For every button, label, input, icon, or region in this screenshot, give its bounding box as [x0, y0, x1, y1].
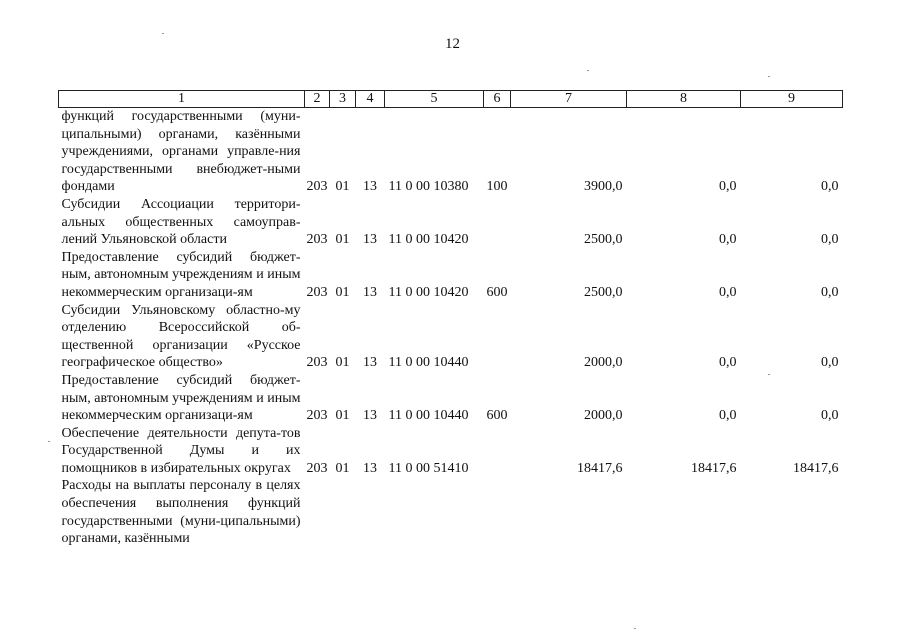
cell-col4: 13 — [363, 460, 377, 476]
cell-col5: 11 0 00 10440 — [388, 408, 469, 424]
cell-col8: 0,0 — [719, 408, 737, 424]
row-description: Предоставление субсидий бюджет-ным, автономным учреждениям и иным некоммерческим организаци-ям — [61, 372, 301, 424]
cell-col9: 18417,6 — [793, 460, 839, 476]
budget-table — [58, 90, 843, 548]
scan-speck — [48, 441, 50, 442]
empty-cells — [305, 477, 843, 547]
cell-col5: 11 0 00 10440 — [388, 355, 469, 371]
table-row-continuation — [59, 477, 843, 547]
cell-col8: 0,0 — [719, 232, 737, 248]
cell-col3: 01 — [335, 460, 350, 476]
page-number: 12 — [445, 36, 460, 52]
cell-col3: 01 — [335, 179, 350, 195]
column-header: 5 — [385, 91, 484, 108]
column-header: 3 — [330, 91, 356, 108]
scan-speck — [587, 70, 589, 71]
cell-col7: 18417,6 — [577, 460, 623, 476]
cell-col2: 203 — [306, 232, 328, 248]
cell-col5: 11 0 00 51410 — [388, 460, 469, 476]
cell-col6 — [484, 425, 511, 478]
cell-col2: 203 — [306, 460, 328, 476]
row-description: Предоставление субсидий бюджет-ным, автономным учреждениям и иным некоммерческим организаци-ям — [61, 249, 301, 300]
table-row — [59, 249, 843, 302]
cell-col2: 203 — [306, 179, 328, 195]
cell-col2: 203 — [306, 284, 328, 300]
column-header: 8 — [627, 91, 741, 108]
row-description: Обеспечение деятельности депута-тов Государственной Думы и их помощников в избирательных округах — [61, 425, 301, 476]
cell-col6 — [484, 196, 511, 249]
cell-col8: 0,0 — [719, 355, 737, 371]
cell-col4: 13 — [363, 408, 377, 424]
cell-col6: 600 — [486, 408, 508, 424]
cell-col9: 0,0 — [821, 232, 839, 248]
column-header: 7 — [511, 91, 627, 108]
cell-col3: 01 — [335, 284, 350, 300]
column-header: 9 — [741, 91, 843, 108]
scan-speck — [162, 33, 164, 34]
table-row — [59, 425, 843, 478]
cell-col8: 18417,6 — [691, 460, 737, 476]
scan-speck — [768, 76, 770, 77]
cell-col2: 203 — [306, 355, 328, 371]
cell-col5: 11 0 00 10420 — [388, 284, 469, 300]
cell-col3: 01 — [335, 355, 350, 371]
cell-col4: 13 — [363, 179, 377, 195]
table-row — [59, 372, 843, 425]
header-row — [59, 91, 843, 108]
row-description: Субсидии Ульяновскому областно-му отделению Всероссийской об-щественной организации «Русское географическое общество» — [61, 302, 301, 371]
cell-col8: 0,0 — [719, 179, 737, 195]
cell-col9: 0,0 — [821, 284, 839, 300]
cell-col9: 0,0 — [821, 355, 839, 371]
row-description: Расходы на выплаты персоналу в целях обеспечения выполнения функций государственными (муни-ципальными) органами, казёнными — [61, 478, 301, 547]
cell-col7: 2500,0 — [584, 232, 623, 248]
cell-col6: 100 — [486, 179, 508, 195]
column-header: 4 — [356, 91, 385, 108]
cell-col8: 0,0 — [719, 284, 737, 300]
cell-col7: 3900,0 — [584, 179, 623, 195]
cell-col4: 13 — [363, 355, 377, 371]
column-header: 2 — [305, 91, 330, 108]
cell-col7: 2500,0 — [584, 284, 623, 300]
cell-col5: 11 0 00 10420 — [388, 232, 469, 248]
row-description: Субсидии Ассоциации территори-альных общественных самоуправ-лений Ульяновской области — [61, 196, 301, 248]
table-row — [59, 108, 843, 196]
cell-col5: 11 0 00 10380 — [388, 179, 469, 195]
cell-col4: 13 — [363, 232, 377, 248]
cell-col4: 13 — [363, 284, 377, 300]
table-row — [59, 196, 843, 249]
cell-col6 — [484, 302, 511, 372]
cell-col6: 600 — [486, 284, 508, 300]
column-header: 6 — [484, 91, 511, 108]
cell-col2: 203 — [306, 408, 328, 424]
cell-col9: 0,0 — [821, 408, 839, 424]
column-header: 1 — [59, 91, 305, 108]
table-row — [59, 302, 843, 372]
cell-col3: 01 — [335, 408, 350, 424]
scan-speck — [634, 628, 636, 629]
cell-col7: 2000,0 — [584, 408, 623, 424]
row-description: функций государственными (муни-ципальными) органами, казёнными учреждениями, органами управле-ния государственными внебюджет-ными фондами — [61, 109, 301, 195]
cell-col3: 01 — [335, 232, 350, 248]
cell-col9: 0,0 — [821, 179, 839, 195]
cell-col7: 2000,0 — [584, 355, 623, 371]
scan-speck — [768, 374, 770, 375]
